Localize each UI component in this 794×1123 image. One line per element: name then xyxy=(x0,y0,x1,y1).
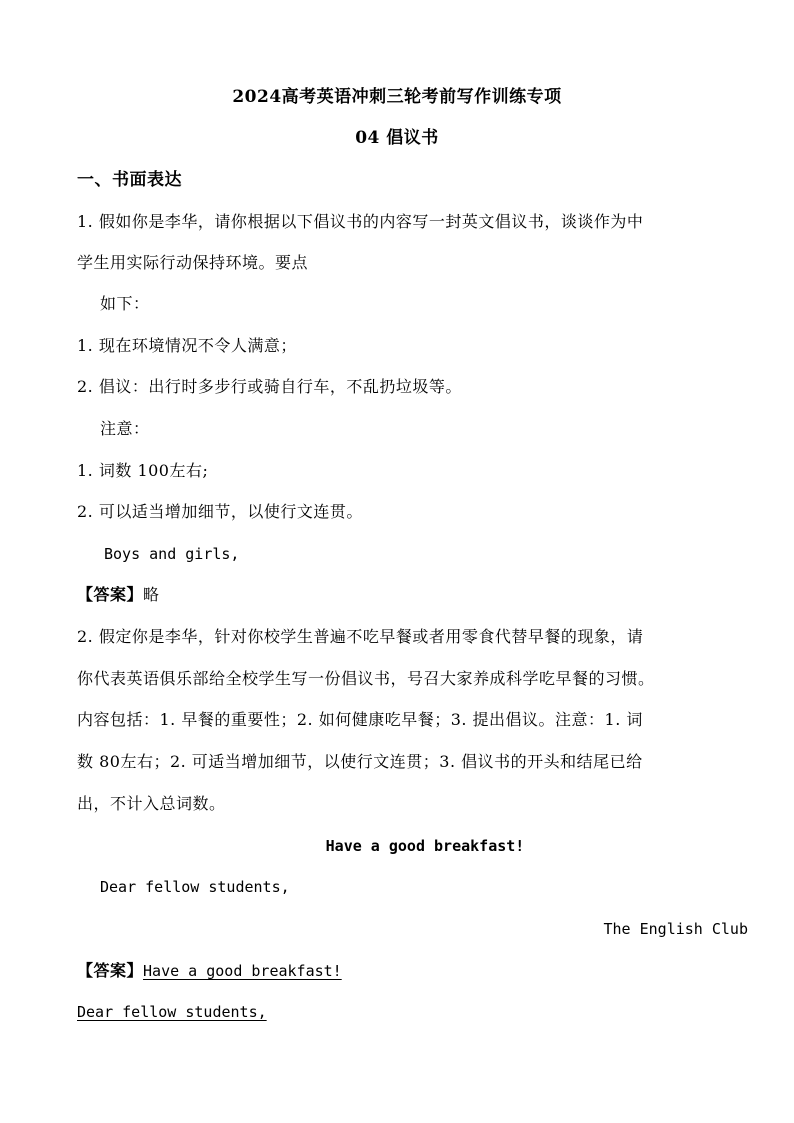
letter-signature: The English Club xyxy=(603,920,748,938)
q1-answer xyxy=(77,585,160,605)
q2-prompt-line-4: 数 80左右；2. 可适当增加细节，以使行文连贯；3. 倡议书的开头和结尾已给 xyxy=(77,752,643,771)
q2-prompt-line-2: 你代表英语俱乐部给全校学生写一份倡议书，号召大家养成科学吃早餐的习惯。 xyxy=(77,669,655,688)
document-subtitle: 04 倡议书 xyxy=(355,128,439,148)
answer-title: Have a good breakfast! xyxy=(143,962,342,980)
answer-greeting: Dear fellow students, xyxy=(77,1003,267,1021)
q1-point-2: 2. 倡议：出行时多步行或骑自行车，不乱扔垃圾等。 xyxy=(77,377,462,396)
section-heading: 一、书面表达 xyxy=(77,170,182,190)
q2-prompt-line-1: 2. 假定你是李华，针对你校学生普遍不吃早餐或者用零食代替早餐的现象，请 xyxy=(77,627,644,646)
q1-salutation: Boys and girls, xyxy=(104,545,240,563)
q2-answer xyxy=(77,961,342,981)
q2-prompt-line-3: 内容包括：1. 早餐的重要性；2. 如何健康吃早餐；3. 提出倡议。注意：1. 词 xyxy=(77,710,643,729)
letter-title: Have a good breakfast! xyxy=(325,837,525,855)
answer-text: 略 xyxy=(143,585,160,604)
q2-prompt-line-5: 出，不计入总词数。 xyxy=(77,794,226,813)
q1-note-2: 2. 可以适当增加细节，以使行文连贯。 xyxy=(77,502,363,521)
q1-points-label: 如下： xyxy=(100,294,150,313)
document-title: 2024高考英语冲刺三轮考前写作训练专项 xyxy=(232,87,562,107)
answer-label: 【答案】 xyxy=(77,961,144,980)
answer-label: 【答案】 xyxy=(77,585,144,604)
q1-notes-label: 注意： xyxy=(100,419,150,438)
letter-greeting: Dear fellow students, xyxy=(100,878,290,896)
q1-note-1: 1. 词数 100左右; xyxy=(77,461,209,480)
q1-prompt-line-1: 1. 假如你是李华，请你根据以下倡议书的内容写一封英文倡议书，谈谈作为中 xyxy=(77,212,644,231)
q1-point-1: 1. 现在环境情况不令人满意； xyxy=(77,336,297,355)
q1-prompt-line-2: 学生用实际行动保持环境。要点 xyxy=(77,253,309,272)
